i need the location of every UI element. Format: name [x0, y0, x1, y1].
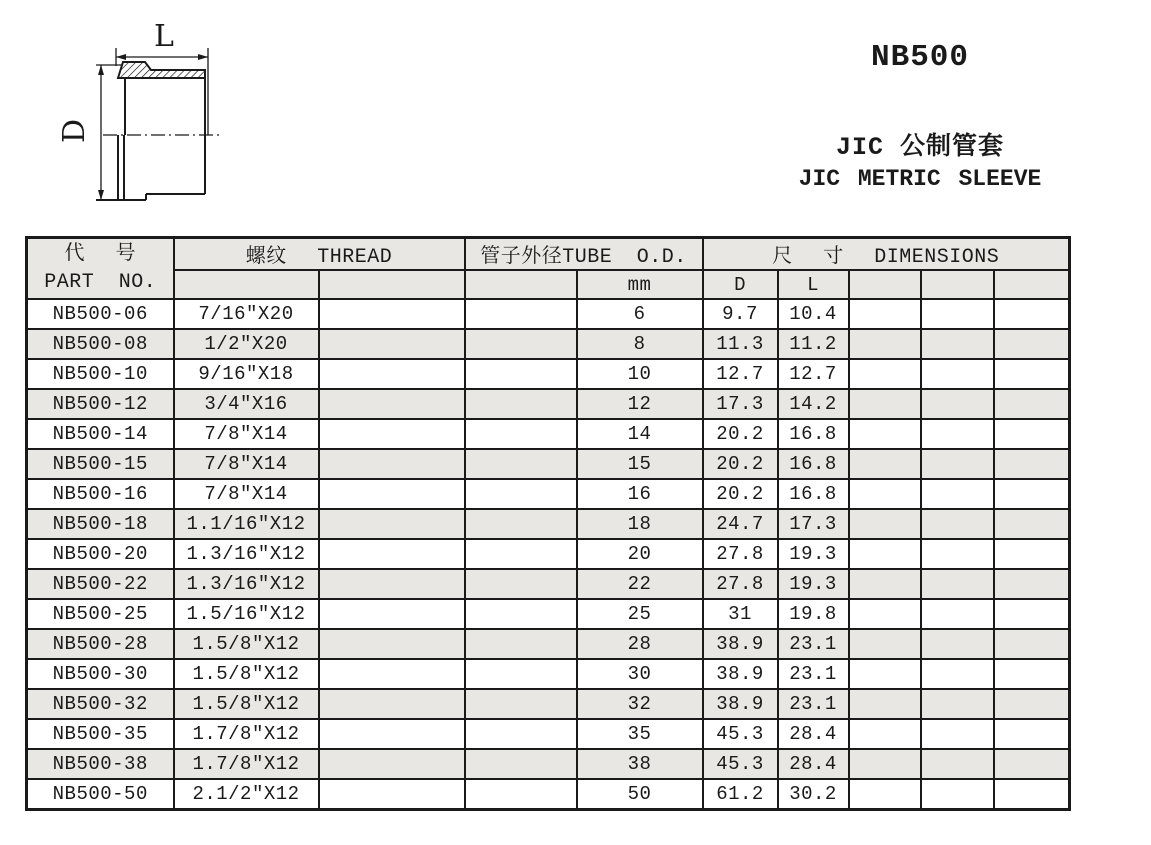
- cell-empty: [994, 779, 1070, 809]
- cell-thread: 1.7/8″X12: [174, 719, 319, 749]
- table-row: [27, 389, 1070, 419]
- model-number: NB500: [870, 40, 969, 75]
- table-row: [27, 749, 1070, 779]
- table-row: [27, 779, 1070, 809]
- header-dim-l: L: [778, 270, 849, 299]
- cell-dim-l: 30.2: [778, 779, 849, 809]
- cell-dim-l: 16.8: [778, 449, 849, 479]
- cell-tube-od-mm: 18: [577, 509, 703, 539]
- cell-empty: [994, 329, 1070, 359]
- cell-empty: [921, 749, 994, 779]
- cell-tube-od-extra: [465, 689, 577, 719]
- cell-dim-d: 9.7: [703, 299, 778, 329]
- cell-thread-extra: [319, 629, 465, 659]
- cell-empty: [994, 389, 1070, 419]
- sleeve-upper-section: [118, 62, 205, 78]
- cell-dim-l: 12.7: [778, 359, 849, 389]
- cell-part-no: NB500-32: [27, 689, 174, 719]
- cell-thread: 1.7/8″X12: [174, 749, 319, 779]
- cell-empty: [921, 719, 994, 749]
- cell-tube-od-mm: 50: [577, 779, 703, 809]
- table-row: [27, 419, 1070, 449]
- cell-thread-extra: [319, 659, 465, 689]
- cell-dim-d: 61.2: [703, 779, 778, 809]
- cell-tube-od-mm: 14: [577, 419, 703, 449]
- cell-empty: [921, 569, 994, 599]
- cell-thread: 1.5/16″X12: [174, 599, 319, 629]
- cell-part-no: NB500-10: [27, 359, 174, 389]
- cell-dim-d: 12.7: [703, 359, 778, 389]
- cell-dim-d: 45.3: [703, 749, 778, 779]
- cell-dim-d: 20.2: [703, 479, 778, 509]
- cell-dim-d: 20.2: [703, 419, 778, 449]
- header-tube-od: 管子外径TUBE O.D.: [465, 238, 703, 271]
- cell-empty: [994, 689, 1070, 719]
- cell-empty: [921, 629, 994, 659]
- cell-empty: [921, 479, 994, 509]
- cell-tube-od-mm: 25: [577, 599, 703, 629]
- cell-tube-od-extra: [465, 659, 577, 689]
- header-thread-sub-1: [174, 270, 319, 299]
- cell-part-no: NB500-12: [27, 389, 174, 419]
- cell-dim-l: 28.4: [778, 719, 849, 749]
- cell-empty: [994, 599, 1070, 629]
- cell-part-no: NB500-16: [27, 479, 174, 509]
- cell-thread: 7/8″X14: [174, 479, 319, 509]
- cell-dim-d: 31: [703, 599, 778, 629]
- cell-part-no: NB500-08: [27, 329, 174, 359]
- cell-thread-extra: [319, 449, 465, 479]
- sleeve-section-drawing: [48, 8, 283, 223]
- spec-table: [25, 236, 1071, 811]
- cell-empty: [849, 479, 921, 509]
- cell-empty: [849, 719, 921, 749]
- cell-empty: [994, 509, 1070, 539]
- cell-empty: [921, 539, 994, 569]
- header-part-no-en: PART NO.: [44, 270, 157, 294]
- cell-empty: [849, 419, 921, 449]
- cell-thread-extra: [319, 749, 465, 779]
- dim-d-label: D: [57, 118, 92, 143]
- cell-part-no: NB500-25: [27, 599, 174, 629]
- table-row: [27, 659, 1070, 689]
- cell-tube-od-extra: [465, 389, 577, 419]
- cell-empty: [849, 599, 921, 629]
- cell-thread-extra: [319, 599, 465, 629]
- cell-dim-d: 20.2: [703, 449, 778, 479]
- table-row: [27, 329, 1070, 359]
- cell-dim-d: 11.3: [703, 329, 778, 359]
- table-header-groups: [27, 238, 1070, 271]
- cell-thread-extra: [319, 569, 465, 599]
- cell-empty: [921, 779, 994, 809]
- table-row: [27, 359, 1070, 389]
- header-part-no-cn: 代 号: [64, 242, 136, 266]
- cell-thread-extra: [319, 719, 465, 749]
- cell-dim-l: 16.8: [778, 419, 849, 449]
- cell-thread-extra: [319, 689, 465, 719]
- cell-dim-d: 17.3: [703, 389, 778, 419]
- cell-empty: [994, 629, 1070, 659]
- cell-empty: [849, 749, 921, 779]
- cell-empty: [849, 629, 921, 659]
- cell-thread: 7/16″X20: [174, 299, 319, 329]
- cell-empty: [994, 359, 1070, 389]
- cell-empty: [994, 299, 1070, 329]
- cell-thread-extra: [319, 299, 465, 329]
- cell-empty: [994, 749, 1070, 779]
- cell-dim-l: 19.8: [778, 599, 849, 629]
- table-row: [27, 539, 1070, 569]
- cell-tube-od-mm: 12: [577, 389, 703, 419]
- cell-empty: [994, 479, 1070, 509]
- cell-thread: 7/8″X14: [174, 419, 319, 449]
- cell-dim-d: 38.9: [703, 629, 778, 659]
- cell-part-no: NB500-30: [27, 659, 174, 689]
- cell-thread: 1.5/8″X12: [174, 659, 319, 689]
- cell-thread: 2.1/2″X12: [174, 779, 319, 809]
- cell-tube-od-mm: 38: [577, 749, 703, 779]
- product-title-cn: JIC 公制管套: [835, 133, 1004, 162]
- cell-dim-l: 23.1: [778, 689, 849, 719]
- cell-dim-l: 10.4: [778, 299, 849, 329]
- cell-thread-extra: [319, 419, 465, 449]
- cell-empty: [849, 449, 921, 479]
- table-row: [27, 629, 1070, 659]
- table-row: [27, 689, 1070, 719]
- cell-thread: 1.1/16″X12: [174, 509, 319, 539]
- header-dim-extra-3: [994, 270, 1070, 299]
- cell-empty: [994, 569, 1070, 599]
- cell-empty: [849, 329, 921, 359]
- cell-empty: [994, 419, 1070, 449]
- cell-thread-extra: [319, 479, 465, 509]
- header-thread-sub-2: [319, 270, 465, 299]
- cell-part-no: NB500-38: [27, 749, 174, 779]
- cell-tube-od-extra: [465, 449, 577, 479]
- cell-dim-l: 23.1: [778, 629, 849, 659]
- cell-empty: [849, 569, 921, 599]
- cell-thread-extra: [319, 779, 465, 809]
- cell-empty: [849, 689, 921, 719]
- cell-tube-od-mm: 16: [577, 479, 703, 509]
- cell-empty: [921, 689, 994, 719]
- cell-empty: [921, 419, 994, 449]
- cell-empty: [849, 779, 921, 809]
- cell-tube-od-mm: 6: [577, 299, 703, 329]
- cell-thread: 1.3/16″X12: [174, 539, 319, 569]
- header-dim-extra-1: [849, 270, 921, 299]
- cell-tube-od-extra: [465, 299, 577, 329]
- cell-tube-od-extra: [465, 569, 577, 599]
- cell-part-no: NB500-35: [27, 719, 174, 749]
- cell-tube-od-mm: 22: [577, 569, 703, 599]
- cell-tube-od-extra: [465, 749, 577, 779]
- cell-thread: 7/8″X14: [174, 449, 319, 479]
- cell-dim-l: 19.3: [778, 539, 849, 569]
- cell-tube-od-mm: 28: [577, 629, 703, 659]
- table-body: [27, 299, 1070, 809]
- cell-empty: [921, 299, 994, 329]
- cell-dim-l: 28.4: [778, 749, 849, 779]
- cell-empty: [921, 359, 994, 389]
- cell-empty: [849, 539, 921, 569]
- cell-tube-od-extra: [465, 509, 577, 539]
- cell-empty: [921, 509, 994, 539]
- cell-dim-d: 45.3: [703, 719, 778, 749]
- cell-part-no: NB500-18: [27, 509, 174, 539]
- cell-thread-extra: [319, 539, 465, 569]
- header-unit-mm: mm: [577, 270, 703, 299]
- cell-empty: [994, 449, 1070, 479]
- cell-thread: 9/16″X18: [174, 359, 319, 389]
- cell-part-no: NB500-14: [27, 419, 174, 449]
- cell-empty: [994, 659, 1070, 689]
- cell-empty: [921, 329, 994, 359]
- cell-part-no: NB500-50: [27, 779, 174, 809]
- cell-tube-od-extra: [465, 599, 577, 629]
- cell-thread: 1.3/16″X12: [174, 569, 319, 599]
- cell-thread: 1.5/8″X12: [174, 689, 319, 719]
- dim-l-label: L: [154, 19, 174, 54]
- cell-empty: [849, 389, 921, 419]
- cell-dim-l: 14.2: [778, 389, 849, 419]
- table-header-subrow: [27, 270, 1070, 299]
- cell-tube-od-extra: [465, 719, 577, 749]
- cell-empty: [849, 359, 921, 389]
- cell-thread: 3/4″X16: [174, 389, 319, 419]
- cell-tube-od-mm: 20: [577, 539, 703, 569]
- cell-dim-l: 11.2: [778, 329, 849, 359]
- cell-dim-d: 38.9: [703, 689, 778, 719]
- cell-dim-d: 24.7: [703, 509, 778, 539]
- cell-empty: [849, 509, 921, 539]
- cell-empty: [921, 389, 994, 419]
- cell-tube-od-extra: [465, 479, 577, 509]
- cell-tube-od-mm: 8: [577, 329, 703, 359]
- table-row: [27, 719, 1070, 749]
- cell-thread: 1/2″X20: [174, 329, 319, 359]
- cell-part-no: NB500-06: [27, 299, 174, 329]
- table-row: [27, 449, 1070, 479]
- cell-dim-l: 16.8: [778, 479, 849, 509]
- header-dim-extra-2: [921, 270, 994, 299]
- cell-empty: [849, 659, 921, 689]
- cell-tube-od-extra: [465, 329, 577, 359]
- cell-part-no: NB500-22: [27, 569, 174, 599]
- cell-empty: [921, 659, 994, 689]
- header-dim-d: D: [703, 270, 778, 299]
- cell-empty: [994, 719, 1070, 749]
- header-part-no: [27, 238, 174, 300]
- cell-empty: [994, 539, 1070, 569]
- table-row: [27, 569, 1070, 599]
- table-row: [27, 599, 1070, 629]
- cell-empty: [921, 599, 994, 629]
- cell-empty: [921, 449, 994, 479]
- cell-tube-od-extra: [465, 419, 577, 449]
- table-row: [27, 509, 1070, 539]
- cell-tube-od-mm: 30: [577, 659, 703, 689]
- product-title-en: JIC METRIC SLEEVE: [798, 166, 1042, 192]
- cell-empty: [849, 299, 921, 329]
- cell-tube-od-extra: [465, 539, 577, 569]
- cell-tube-od-extra: [465, 359, 577, 389]
- header-thread: 螺纹 THREAD: [174, 238, 465, 271]
- cell-tube-od-extra: [465, 629, 577, 659]
- cell-dim-d: 27.8: [703, 569, 778, 599]
- cell-thread-extra: [319, 389, 465, 419]
- cell-tube-od-mm: 35: [577, 719, 703, 749]
- cell-thread-extra: [319, 509, 465, 539]
- cell-part-no: NB500-28: [27, 629, 174, 659]
- cell-dim-l: 17.3: [778, 509, 849, 539]
- cell-tube-od-extra: [465, 779, 577, 809]
- cell-dim-d: 27.8: [703, 539, 778, 569]
- header-dimensions: 尺 寸 DIMENSIONS: [703, 238, 1070, 271]
- cell-tube-od-mm: 32: [577, 689, 703, 719]
- cell-thread-extra: [319, 359, 465, 389]
- cell-part-no: NB500-20: [27, 539, 174, 569]
- cell-part-no: NB500-15: [27, 449, 174, 479]
- table-row: [27, 479, 1070, 509]
- cell-tube-od-mm: 10: [577, 359, 703, 389]
- table-row: [27, 299, 1070, 329]
- cell-dim-l: 19.3: [778, 569, 849, 599]
- header-tube-sub-1: [465, 270, 577, 299]
- cell-dim-d: 38.9: [703, 659, 778, 689]
- cell-thread: 1.5/8″X12: [174, 629, 319, 659]
- cell-dim-l: 23.1: [778, 659, 849, 689]
- cell-tube-od-mm: 15: [577, 449, 703, 479]
- cell-thread-extra: [319, 329, 465, 359]
